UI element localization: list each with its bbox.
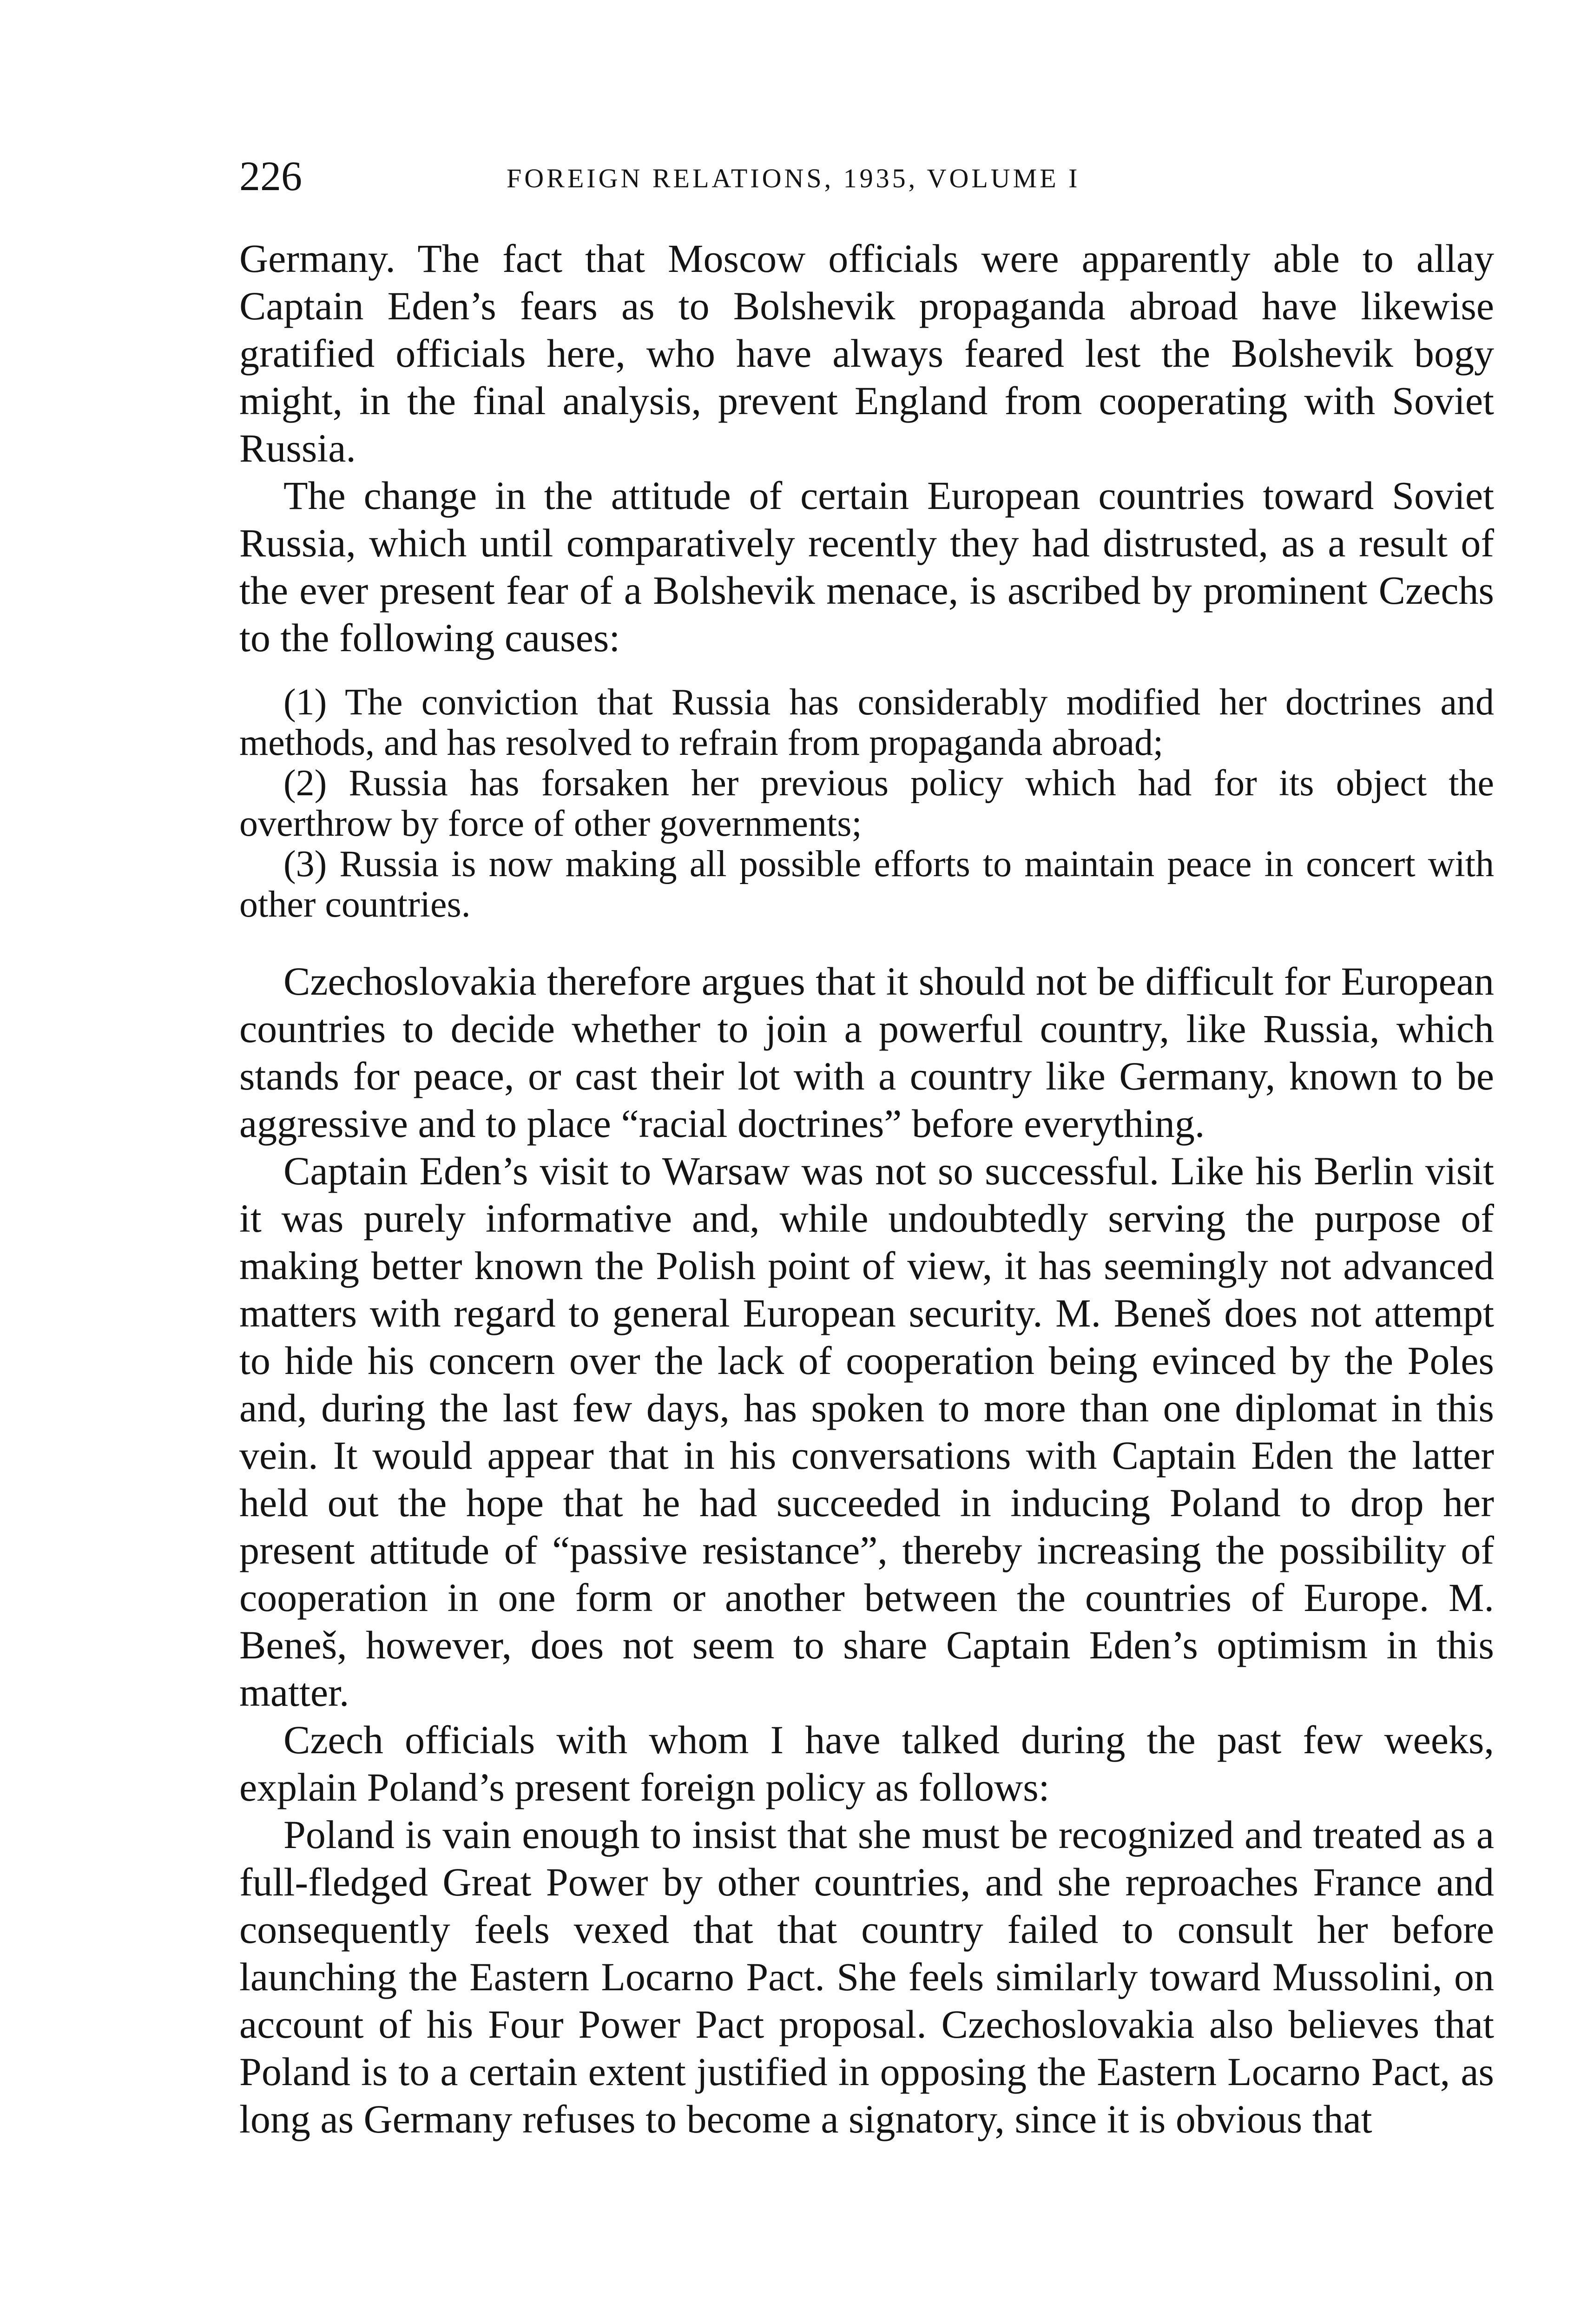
list-item-cause-1: (1) The conviction that Russia has considerably modified her doctrines and methods, and has resolved to refrain from propaganda abroad; [239, 682, 1494, 763]
paragraph-poland-policy: Poland is vain enough to insist that she must be recognized and treated as a full-fledged Great Power by other countries, and she reproaches France and consequently feels vexed that that country failed to consult her before launching the Eastern Locarno Pact. She feels similarly toward Mussolini, on account of his Four Power Pact proposal. Czechoslovakia also believes that Poland is to a certain extent justified in opposing the Eastern Locarno Pact, as long as Germany refuses to become a signatory, since it is obvious that [239, 1812, 1494, 2141]
list-item-cause-2: (2) Russia has forsaken her previous policy which had for its object the overthrow by force of other governments; [239, 763, 1494, 844]
running-head [239, 153, 1494, 209]
paragraph-warsaw-visit: Captain Eden’s visit to Warsaw was not so successful. Like his Berlin visit it was purely informative and, while undoubtedly serving the purpose of making better known the Polish point of view, it has seemingly not advanced matters with regard to general European security. M. Beneš does not attempt to hide his concern over the lack of cooperation being evinced by the Poles and, during the last few days, has spoken to more than one diplomat in this vein. It would appear that in his conversations with Captain Eden the latter held out the hope that he had succeeded in inducing Poland to drop her present attitude of “passive resistance”, thereby increasing the possibility of cooperation in one form or another between the countries of Europe. M. Beneš, however, does not seem to share Captain Eden’s optimism in this matter. [239, 1149, 1494, 1715]
paragraph-continuation: Germany. The fact that Moscow officials were apparently able to allay Captain Eden’s fears as to Bolshevik propaganda abroad have likewise gratified officials here, who have always feared lest the Bolshevik bogy might, in the final analysis, prevent England from cooperating with Soviet Russia. [239, 236, 1494, 470]
paragraph-attitude-change: The change in the attitude of certain European countries toward Soviet Russia, which until comparatively recently they had distrusted, as a result of the ever present fear of a Bolshevik menace, is ascribed by prominent Czechs to the following causes: [239, 473, 1494, 660]
paragraph-czech-officials: Czech officials with whom I have talked during the past few weeks, explain Poland’s present foreign policy as follows: [239, 1717, 1494, 1809]
running-head-title: FOREIGN RELATIONS, 1935, VOLUME I [507, 163, 1080, 193]
causes-list [239, 682, 1494, 925]
page-number: 226 [239, 153, 302, 199]
paragraph-czechoslovakia-argument: Czechoslovakia therefore argues that it should not be difficult for European countries to decide whether to join a powerful country, like Russia, which stands for peace, or cast their lot with a country like Germany, known to be aggressive and to place “racial doctrines” before everything. [239, 959, 1494, 1146]
list-item-cause-3: (3) Russia is now making all possible efforts to maintain peace in concert with other countries. [239, 844, 1494, 925]
body-text [239, 235, 1494, 2143]
